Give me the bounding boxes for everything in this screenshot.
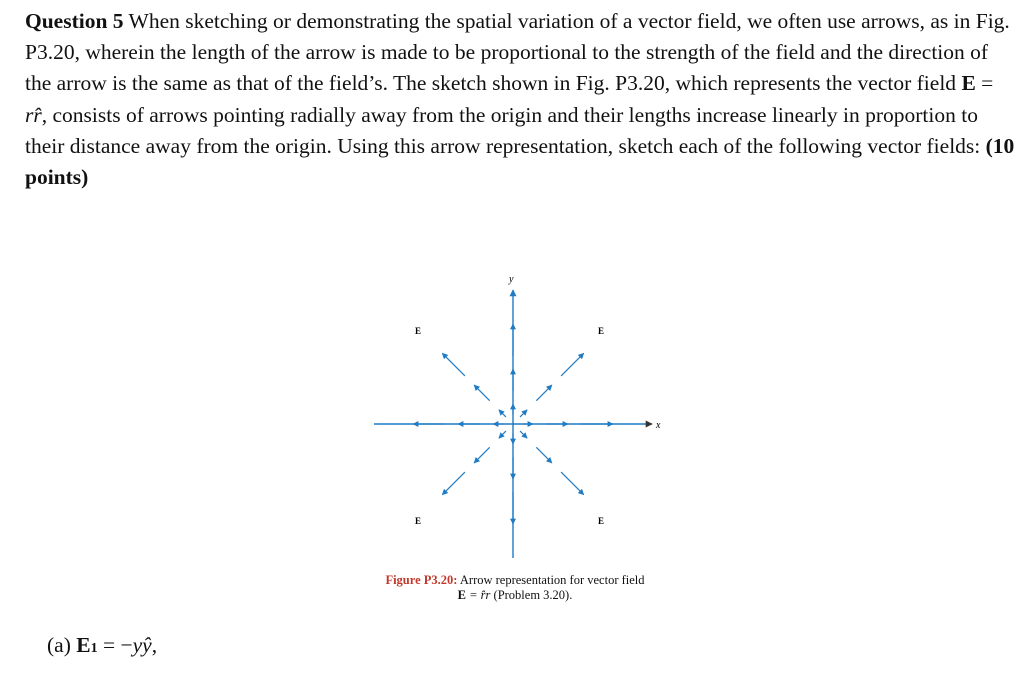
field-symbol: E: [961, 71, 976, 96]
equals: =: [975, 71, 994, 96]
field-arrow: [499, 410, 506, 417]
field-arrow: [520, 410, 527, 417]
field-label-top-left: E: [415, 326, 422, 336]
field-arrow: [474, 385, 490, 401]
field-label-bottom-left: E: [415, 516, 422, 526]
eq-unit: r̂: [33, 102, 42, 127]
question-body-1: When sketching or demonstrating the spatial variation of a vector field, we often use arrows, as in Fig. P3.20, wherein the length of the arrow is made to be proportional to the strength of the field and the direction of the arrow is the same as that of the field’s. The sketch shown in Fig. P3.20, which represents the vector field: [25, 9, 1010, 96]
field-arrow: [520, 431, 527, 438]
x-axis-label: x: [656, 420, 661, 431]
field-label-bottom-right: E: [598, 516, 605, 526]
part-a-bold: E: [76, 633, 91, 657]
part-a-tail: ,: [151, 633, 158, 657]
points: (10 points): [25, 133, 1015, 190]
field-arrow: [499, 431, 506, 438]
figure-caption: [360, 573, 670, 603]
eq-var: r: [25, 102, 34, 127]
field-arrow: [536, 447, 552, 463]
y-axis-label: y: [509, 274, 514, 285]
part-a-label: (a): [47, 633, 77, 657]
field-arrow: [474, 447, 490, 463]
field-arrow: [442, 472, 465, 495]
question-text: [25, 6, 1015, 193]
field-arrow: [561, 353, 584, 376]
part-a: [47, 633, 157, 658]
part-a-eq: = −: [97, 633, 133, 657]
vector-field-figure: [370, 268, 670, 560]
caption-label: Figure P3.20:: [385, 573, 458, 587]
part-a-var: y: [132, 633, 143, 657]
part-a-unit: ŷ: [142, 633, 152, 657]
caption-eq-bold: E: [457, 588, 466, 602]
field-arrow: [561, 472, 584, 495]
field-arrow: [536, 385, 552, 401]
caption-text: Arrow representation for vector field: [457, 573, 645, 587]
question-body-2: , consists of arrows pointing radially away from the origin and their lengths increase linearly in proportion to their distance away from the origin. Using this arrow representation, sketch each of the following vector fields:: [25, 102, 986, 158]
field-arrow: [442, 353, 465, 376]
caption-eq: = r̂r: [465, 588, 491, 602]
question-label: Question 5: [25, 9, 124, 33]
caption-problem: (Problem 3.20).: [490, 588, 573, 602]
part-a-sub: 1: [90, 641, 98, 656]
field-label-top-right: E: [598, 326, 605, 336]
